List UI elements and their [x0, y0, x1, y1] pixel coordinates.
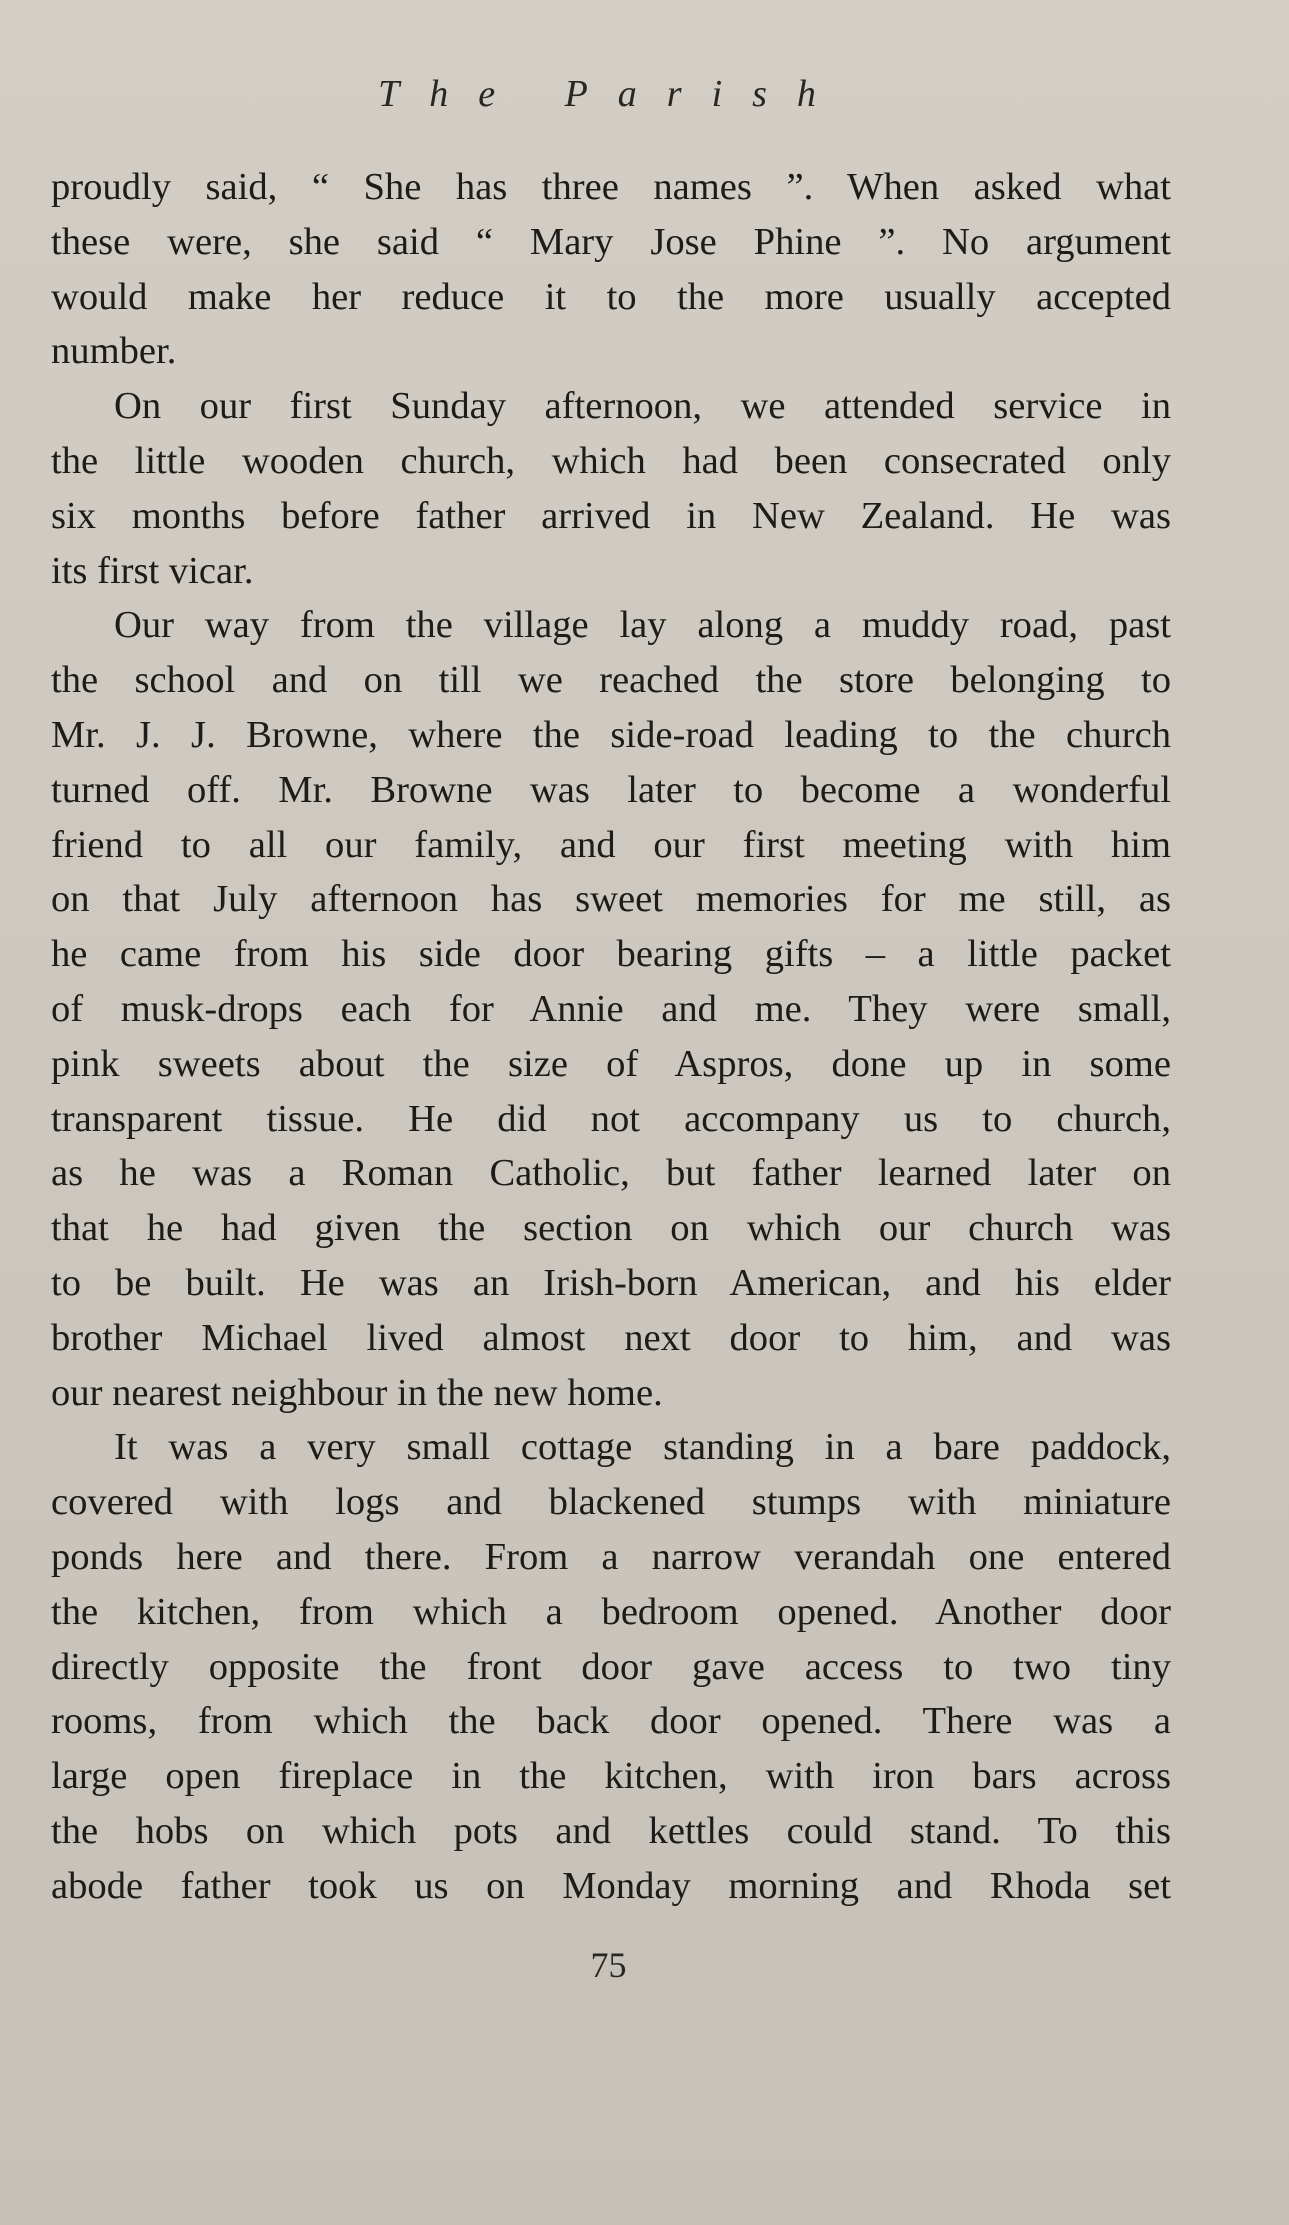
text-line: It was a very small cottage standing in a bare paddock,	[114, 1426, 1171, 1469]
text-line: on that July afternoon has sweet memories for me still, as	[51, 878, 1171, 921]
running-head: The Parish	[378, 73, 846, 115]
text-line: On our first Sunday afternoon, we attended service in	[114, 385, 1171, 428]
text-line: large open fireplace in the kitchen, with iron bars across	[51, 1755, 1171, 1798]
text-line: covered with logs and blackened stumps with miniature	[51, 1481, 1171, 1524]
text-line: number.	[51, 330, 177, 373]
text-line: the hobs on which pots and kettles could stand. To this	[51, 1809, 1171, 1852]
text-line: six months before father arrived in New Zealand. He was	[51, 494, 1171, 537]
page-number: 75	[590, 1945, 627, 1985]
text-line: the school and on till we reached the store belonging to	[51, 659, 1171, 702]
text-line: the kitchen, from which a bedroom opened. Another door	[51, 1590, 1171, 1633]
text-line: Our way from the village lay along a muddy road, past	[114, 604, 1171, 647]
text-line: abode father took us on Monday morning and Rhoda set	[51, 1864, 1171, 1907]
text-line: transparent tissue. He did not accompany us to church,	[51, 1097, 1171, 1140]
body-text	[51, 160, 1171, 1914]
text-line: its first vicar.	[51, 549, 254, 592]
text-line: of musk-drops each for Annie and me. They were small,	[51, 987, 1171, 1030]
text-line: directly opposite the front door gave access to two tiny	[51, 1645, 1171, 1688]
text-line: pink sweets about the size of Aspros, done up in some	[51, 1042, 1171, 1085]
text-line: that he had given the section on which our church was	[51, 1207, 1171, 1250]
text-line: as he was a Roman Catholic, but father learned later on	[51, 1152, 1171, 1195]
text-line: these were, she said “ Mary Jose Phine ”. No argument	[51, 220, 1171, 263]
text-line: the little wooden church, which had been consecrated only	[51, 439, 1171, 482]
text-line: would make her reduce it to the more usually accepted	[51, 275, 1171, 318]
text-line: he came from his side door bearing gifts – a little packet	[51, 933, 1171, 976]
text-line: our nearest neighbour in the new home.	[51, 1371, 663, 1414]
text-line: turned off. Mr. Browne was later to become a wonderful	[51, 768, 1171, 811]
text-line: brother Michael lived almost next door to him, and was	[51, 1316, 1171, 1359]
text-line: Mr. J. J. Browne, where the side-road leading to the church	[51, 713, 1171, 756]
text-line: proudly said, “ She has three names ”. When asked what	[51, 166, 1171, 208]
text-line: friend to all our family, and our first meeting with him	[51, 823, 1171, 866]
text-line: rooms, from which the back door opened. There was a	[51, 1700, 1171, 1743]
text-line: to be built. He was an Irish-born American, and his elder	[51, 1261, 1171, 1304]
text-line: ponds here and there. From a narrow verandah one entered	[51, 1535, 1171, 1578]
